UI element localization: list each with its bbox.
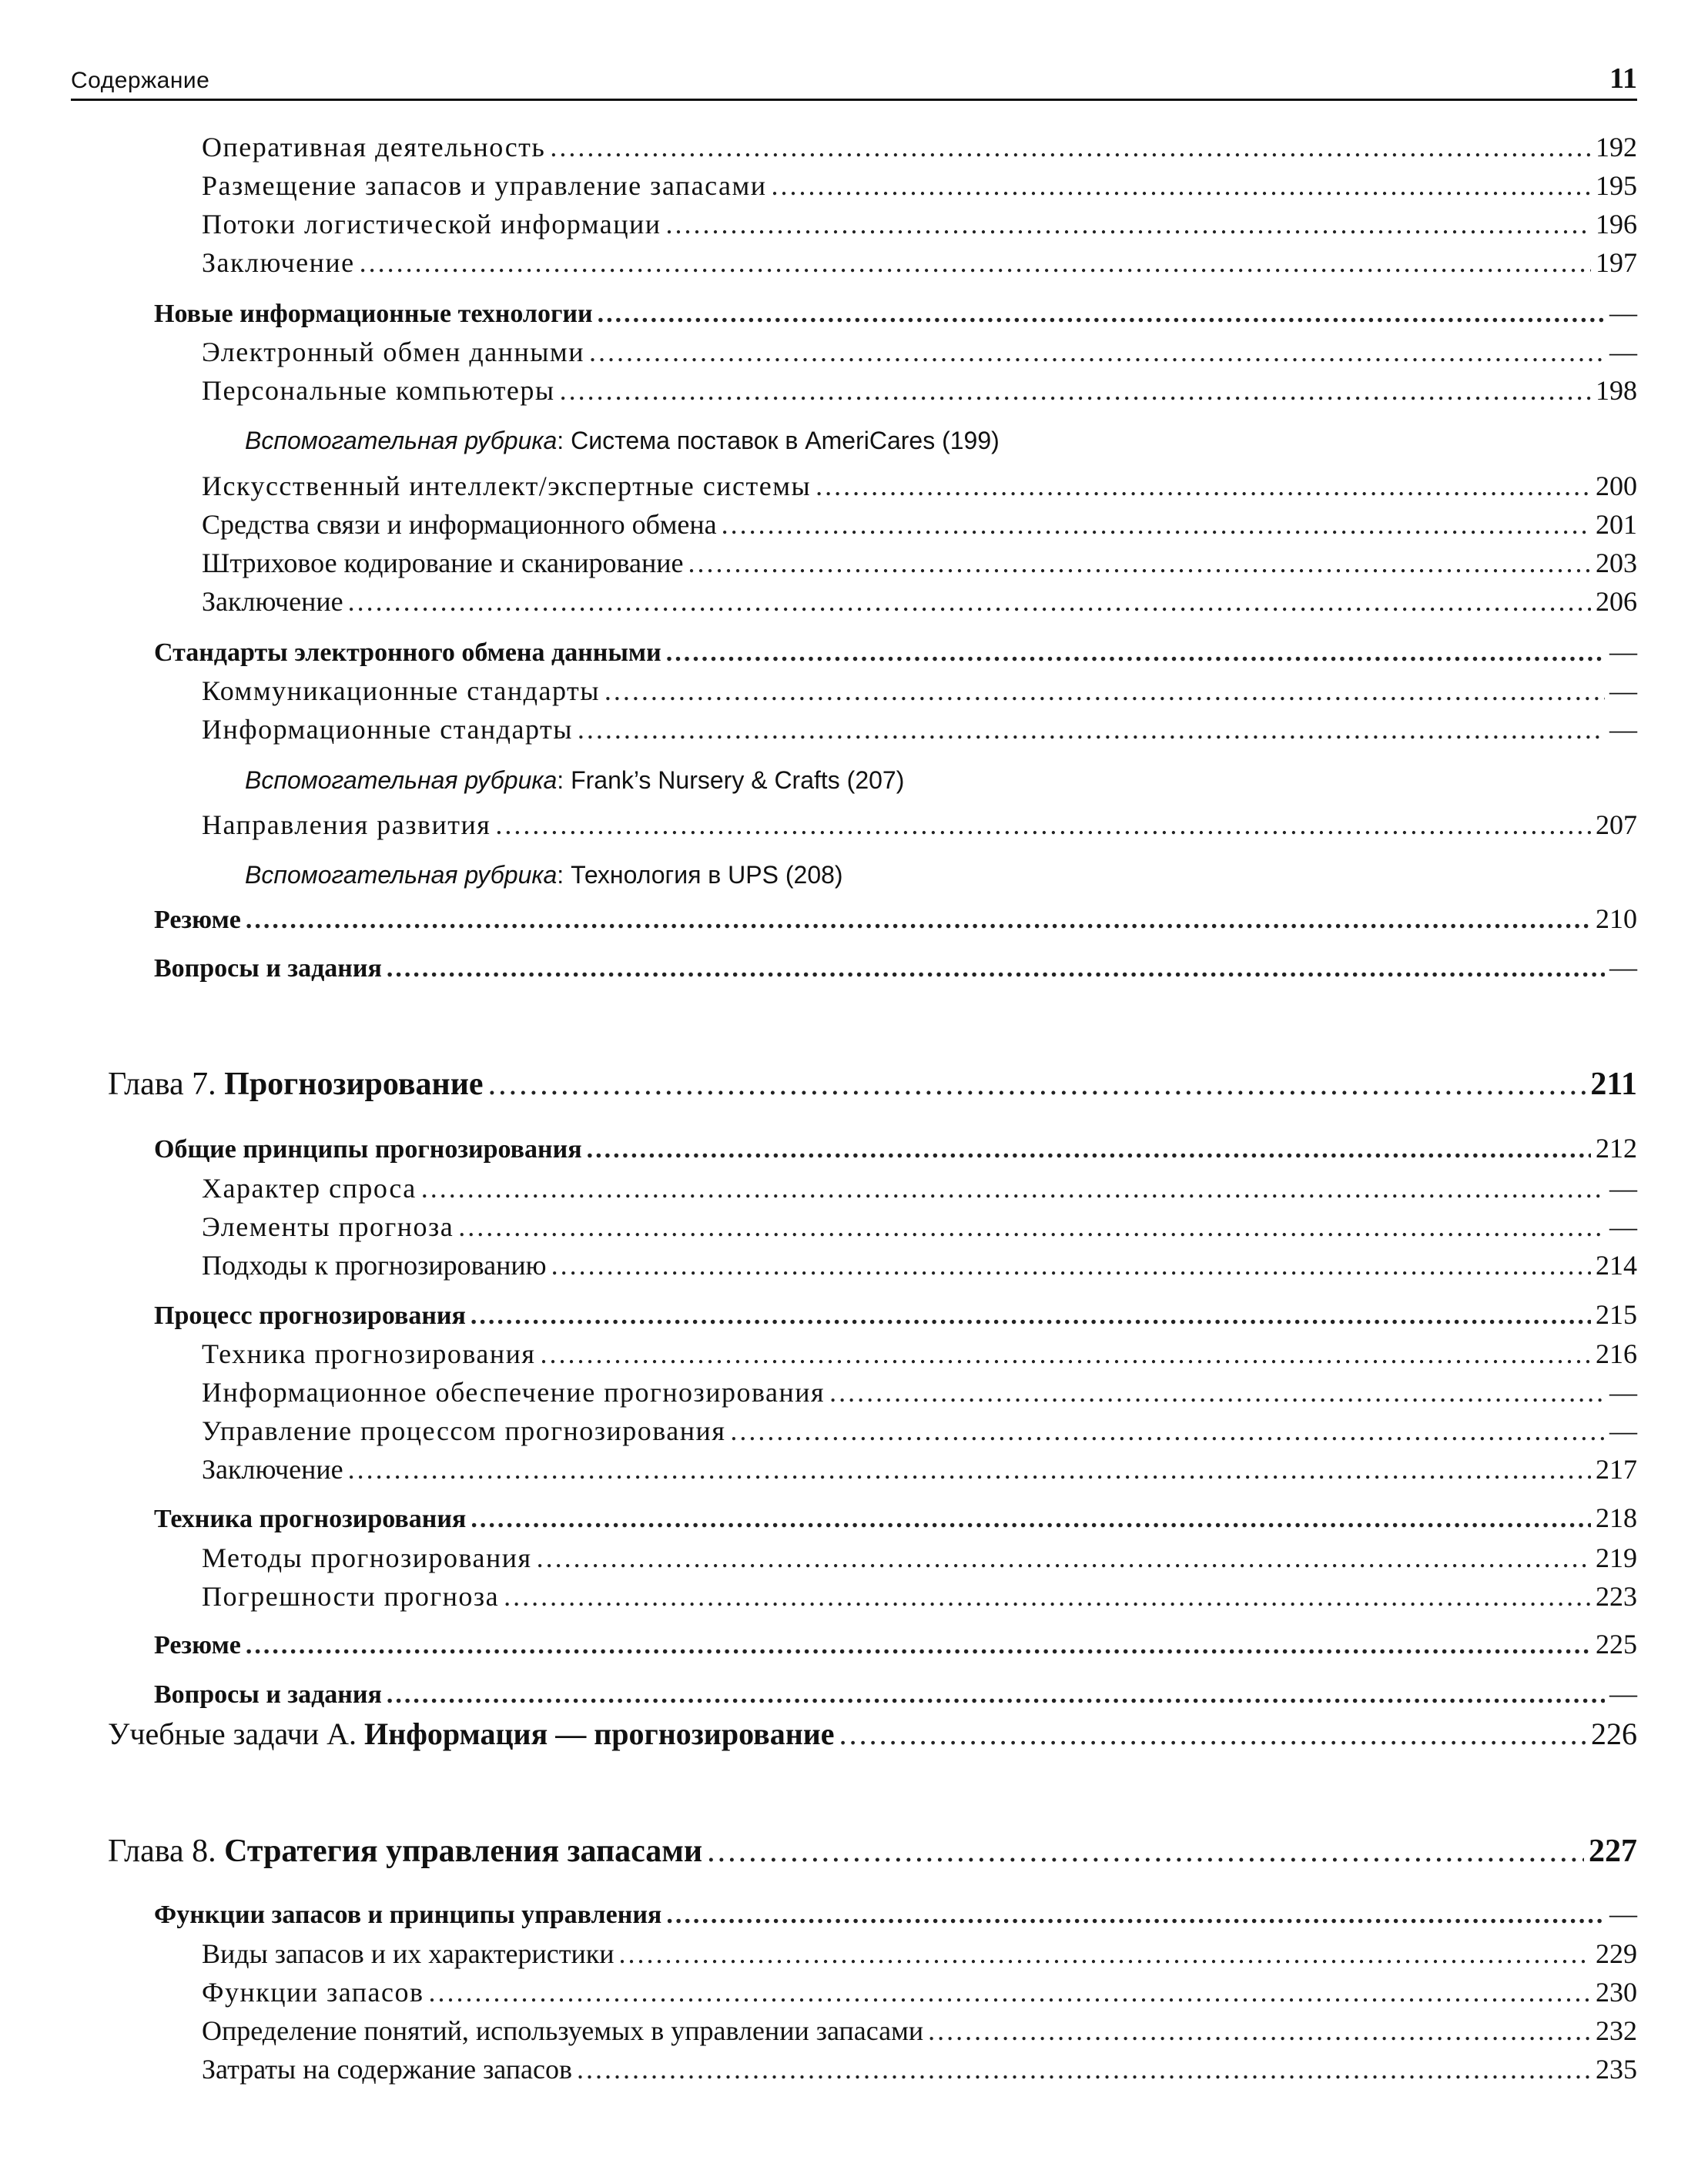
toc-entry[interactable] — [202, 1580, 1637, 1613]
toc-chapter[interactable] — [108, 1066, 1637, 1103]
toc-entry[interactable] — [202, 585, 1637, 618]
toc-entry[interactable] — [202, 336, 1637, 368]
dot-leader — [722, 508, 1591, 541]
dot-leader — [495, 809, 1591, 841]
toc-entry[interactable] — [202, 1376, 1637, 1408]
chapter-page: 227 — [1589, 1834, 1637, 1869]
dot-leader — [348, 585, 1591, 618]
toc-entry[interactable] — [202, 1453, 1637, 1485]
entry-label: Размещение запасов и управление запасами — [202, 170, 767, 201]
dot-leader — [488, 1066, 1586, 1103]
dot-leader — [589, 336, 1605, 368]
section-page: — — [1609, 297, 1637, 328]
entry-page: — — [1609, 675, 1637, 706]
entry-page: 235 — [1596, 2054, 1637, 2085]
section-label: Новые информационные технологии — [154, 300, 593, 328]
entry-page: 197 — [1596, 247, 1637, 278]
section-page: 218 — [1596, 1502, 1637, 1533]
dot-leader — [550, 131, 1591, 163]
toc-section[interactable] — [154, 1628, 1637, 1660]
entry-label: Элементы прогноза — [202, 1211, 454, 1242]
entry-page: 196 — [1596, 209, 1637, 239]
entry-page: 217 — [1596, 1454, 1637, 1485]
toc-entry[interactable] — [202, 1938, 1637, 1970]
sidebar-prefix: Вспомогательная рубрика — [245, 427, 558, 454]
dot-leader — [928, 2015, 1591, 2047]
entry-page: — — [1609, 714, 1637, 745]
sidebar-text: : Frank’s Nursery & Crafts (207) — [557, 766, 905, 794]
entry-page: 229 — [1596, 1938, 1637, 1969]
dot-leader — [604, 675, 1605, 707]
toc-entry[interactable] — [202, 1249, 1637, 1281]
entry-label: Персональные компьютеры — [202, 375, 555, 406]
toc-entry[interactable] — [202, 2053, 1637, 2085]
entry-label: Погрешности прогноза — [202, 1581, 500, 1612]
dot-leader — [348, 1453, 1591, 1485]
tasks-title: Информация — прогнозирование — [364, 1717, 835, 1751]
section-page: 212 — [1596, 1133, 1637, 1164]
entry-page: — — [1609, 1415, 1637, 1446]
entry-page: 214 — [1596, 1250, 1637, 1281]
dot-leader — [540, 1338, 1591, 1370]
chapter-label — [108, 1066, 484, 1103]
chapter-prefix: Глава 7. — [108, 1067, 225, 1102]
dot-leader — [360, 246, 1591, 279]
entry-page: 198 — [1596, 375, 1637, 406]
section-label: Функции запасов и принципы управления — [154, 1901, 662, 1929]
entry-label: Характер спроса — [202, 1173, 417, 1204]
toc-entry[interactable] — [202, 246, 1637, 279]
section-label: Вопросы и задания — [154, 1680, 382, 1709]
toc-section[interactable] — [154, 635, 1637, 668]
section-label: Общие принципы прогнозирования — [154, 1135, 582, 1164]
header-title: Содержание — [71, 68, 210, 93]
toc-section[interactable] — [154, 1502, 1637, 1534]
section-page: — — [1609, 1678, 1637, 1709]
toc-entry[interactable] — [202, 809, 1637, 841]
entry-page: 200 — [1596, 471, 1637, 501]
toc-entry[interactable] — [202, 1415, 1637, 1447]
entry-page: 203 — [1596, 548, 1637, 578]
section-page: — — [1609, 952, 1637, 983]
section-label: Вопросы и задания — [154, 954, 382, 983]
dot-leader — [598, 300, 1605, 329]
entry-page: 206 — [1596, 586, 1637, 617]
toc-section[interactable] — [154, 1298, 1637, 1331]
sidebar-prefix: Вспомогательная рубрика — [245, 861, 558, 889]
dot-leader — [458, 1211, 1605, 1243]
header-page-number: 11 — [1609, 62, 1637, 95]
section-page: — — [1609, 636, 1637, 667]
entry-label: Техника прогнозирования — [202, 1338, 536, 1369]
entry-page: — — [1609, 1377, 1637, 1408]
dot-leader — [688, 547, 1591, 579]
toc-section[interactable] — [154, 951, 1637, 983]
dot-leader — [587, 1135, 1591, 1164]
dot-leader — [560, 374, 1591, 407]
toc-training-tasks[interactable] — [108, 1716, 1637, 1752]
chapter-label — [108, 1833, 702, 1870]
section-label: Стандарты электронного обмена данными — [154, 638, 661, 667]
chapter-page: 211 — [1590, 1067, 1637, 1102]
entry-label: Заключение — [202, 247, 355, 278]
entry-label: Подходы к прогнозированию — [202, 1250, 547, 1281]
dot-leader — [504, 1580, 1591, 1613]
running-header — [71, 60, 1637, 101]
tasks-page: 226 — [1591, 1717, 1637, 1751]
dot-leader — [387, 954, 1605, 983]
entry-label: Методы прогнозирования — [202, 1542, 532, 1573]
toc-entry[interactable] — [202, 131, 1637, 163]
dot-leader — [666, 208, 1591, 240]
dot-leader — [246, 906, 1591, 935]
sidebar-text: : Система поставок в AmeriCares (199) — [557, 427, 1000, 454]
sidebar-note — [245, 861, 843, 889]
dot-leader — [471, 1301, 1591, 1331]
section-label: Резюме — [154, 1631, 241, 1660]
dot-leader — [428, 1976, 1591, 2008]
toc-entry[interactable] — [202, 1172, 1637, 1204]
toc-entry[interactable] — [202, 208, 1637, 240]
entry-page: 216 — [1596, 1338, 1637, 1369]
toc-entry[interactable] — [202, 713, 1637, 745]
entry-label: Заключение — [202, 586, 343, 617]
toc-entry[interactable] — [202, 374, 1637, 407]
entry-label: Заключение — [202, 1454, 343, 1485]
toc-entry[interactable] — [202, 547, 1637, 579]
entry-page: 232 — [1596, 2015, 1637, 2046]
sidebar-note — [245, 427, 1000, 455]
entry-page: 201 — [1596, 509, 1637, 540]
dot-leader — [421, 1172, 1605, 1204]
dot-leader — [577, 2053, 1591, 2085]
toc-section[interactable] — [154, 1897, 1637, 1930]
entry-label: Информационные стандарты — [202, 714, 573, 745]
entry-page: — — [1609, 1211, 1637, 1242]
entry-page: 195 — [1596, 170, 1637, 201]
entry-label: Средства связи и информационного обмена — [202, 509, 717, 540]
section-page: — — [1609, 1898, 1637, 1929]
dot-leader — [839, 1716, 1586, 1752]
toc-entry[interactable] — [202, 508, 1637, 541]
chapter-prefix: Глава 8. — [108, 1834, 225, 1869]
entry-page: 230 — [1596, 1977, 1637, 2008]
tasks-label — [108, 1716, 835, 1752]
dot-leader — [537, 1542, 1591, 1574]
section-page: 210 — [1596, 903, 1637, 934]
dot-leader — [471, 1505, 1591, 1534]
dot-leader — [666, 638, 1605, 668]
entry-page: 223 — [1596, 1581, 1637, 1612]
toc-entry[interactable] — [202, 169, 1637, 202]
section-label: Процесс прогнозирования — [154, 1301, 466, 1330]
toc-section[interactable] — [154, 296, 1637, 329]
chapter-title: Стратегия управления запасами — [224, 1834, 703, 1869]
entry-label: Коммуникационные стандарты — [202, 675, 600, 706]
sidebar-text: : Технология в UPS (208) — [557, 861, 843, 889]
dot-leader — [815, 470, 1591, 502]
entry-page: — — [1609, 1173, 1637, 1204]
section-page: 215 — [1596, 1299, 1637, 1330]
entry-label: Затраты на содержание запасов — [202, 2054, 573, 2085]
dot-leader — [666, 1901, 1605, 1930]
entry-label: Функции запасов — [202, 1977, 424, 2008]
dot-leader — [707, 1833, 1584, 1870]
toc-entry[interactable] — [202, 470, 1637, 502]
toc-entry[interactable] — [202, 675, 1637, 707]
entry-label: Искусственный интеллект/экспертные системы — [202, 471, 812, 501]
toc-section[interactable] — [154, 1132, 1637, 1164]
entry-page: — — [1609, 337, 1637, 367]
toc-entry[interactable] — [202, 1338, 1637, 1370]
entry-label: Штриховое кодирование и сканирование — [202, 548, 684, 578]
dot-leader — [578, 713, 1605, 745]
entry-label: Потоки логистической информации — [202, 209, 661, 239]
toc-entry[interactable] — [202, 1976, 1637, 2008]
entry-label: Направления развития — [202, 809, 491, 840]
section-page: 225 — [1596, 1629, 1637, 1660]
toc-chapter[interactable] — [108, 1833, 1637, 1870]
entry-label: Электронный обмен данными — [202, 337, 584, 367]
dot-leader — [618, 1938, 1591, 1970]
section-label: Резюме — [154, 906, 241, 934]
section-label: Техника прогнозирования — [154, 1505, 467, 1533]
entry-label: Информационное обеспечение прогнозирования — [202, 1377, 826, 1408]
chapter-title: Прогнозирование — [224, 1067, 484, 1102]
entry-label: Виды запасов и их характеристики — [202, 1938, 615, 1969]
toc-entry[interactable] — [202, 1542, 1637, 1574]
entry-label: Управление процессом прогнозирования — [202, 1415, 726, 1446]
sidebar-note — [245, 766, 904, 795]
dot-leader — [246, 1631, 1591, 1660]
dot-leader — [829, 1376, 1605, 1408]
toc-entry[interactable] — [202, 1211, 1637, 1243]
dot-leader — [551, 1249, 1591, 1281]
toc-entry[interactable] — [202, 2015, 1637, 2047]
entry-page: 192 — [1596, 132, 1637, 162]
dot-leader — [772, 169, 1591, 202]
tasks-prefix: Учебные задачи А. — [108, 1717, 365, 1751]
entry-page: 219 — [1596, 1542, 1637, 1573]
dot-leader — [387, 1680, 1605, 1710]
toc-section[interactable] — [154, 903, 1637, 935]
toc-section[interactable] — [154, 1677, 1637, 1710]
entry-page: 207 — [1596, 809, 1637, 840]
sidebar-prefix: Вспомогательная рубрика — [245, 766, 558, 794]
entry-label: Оперативная деятельность — [202, 132, 546, 162]
dot-leader — [730, 1415, 1605, 1447]
entry-label: Определение понятий, используемых в управлении запасами — [202, 2015, 924, 2046]
